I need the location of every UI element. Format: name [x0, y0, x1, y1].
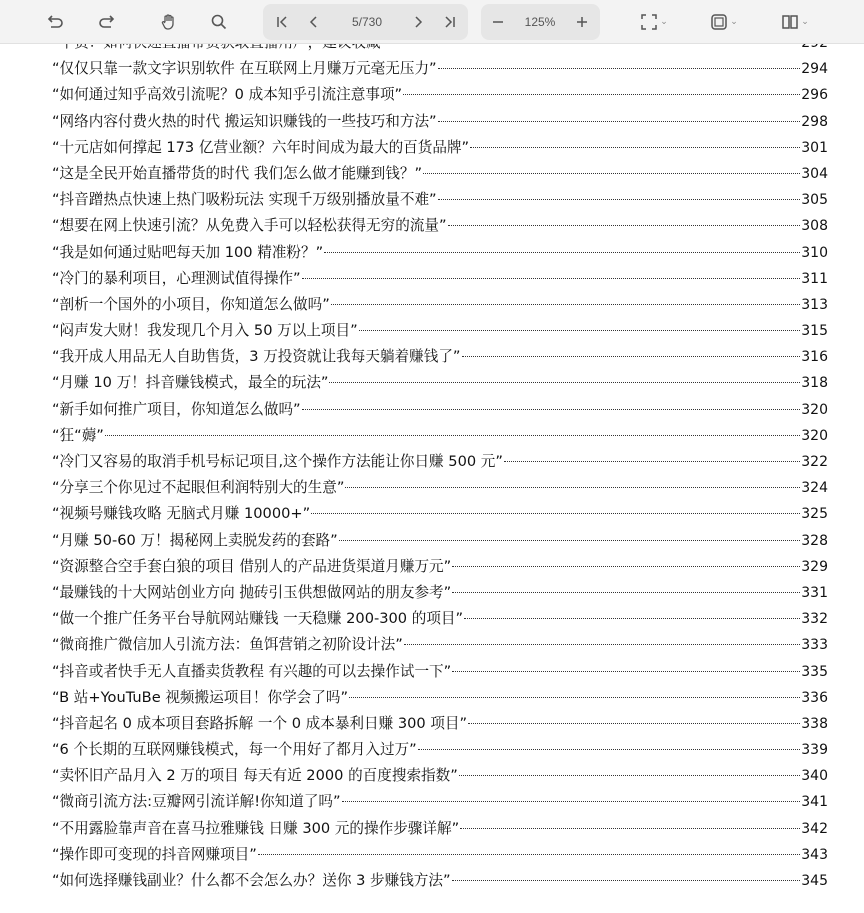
- toc-page-number: 336: [801, 689, 828, 706]
- next-page-icon[interactable]: [404, 6, 432, 38]
- toc-entry[interactable]: [52, 187, 828, 213]
- toc-page-number: 294: [801, 61, 828, 78]
- toc-entry[interactable]: [52, 82, 828, 108]
- toc-entry[interactable]: [52, 659, 828, 685]
- toc-title: “如何选择赚钱副业？什么都不会怎么办？送你 3 步赚钱方法”: [52, 872, 451, 889]
- toc-title: “6 个长期的互联网赚钱模式，每一个用好了都月入过万”: [52, 741, 417, 759]
- toc-leader: [258, 853, 800, 855]
- toc-page-number: 342: [801, 820, 828, 837]
- toc-entry[interactable]: [52, 397, 828, 423]
- toc-leader: [460, 827, 800, 829]
- toc-page-number: 311: [801, 270, 828, 287]
- toc-title: “我是如何通过贴吧每天加 100 精准粉？”: [52, 243, 324, 261]
- toc-leader: [438, 198, 801, 200]
- toc-page-number: 310: [801, 244, 828, 261]
- toc-leader: [504, 460, 800, 462]
- toc-page-number: 313: [801, 296, 828, 313]
- toc-entry[interactable]: [52, 842, 828, 868]
- toc-leader: [329, 381, 800, 383]
- toc-title: “B 站+YouTuBe 视频搬运项目！你学会了吗”: [52, 688, 349, 706]
- toc-entry[interactable]: [52, 318, 828, 344]
- toc-title: “资源整合空手套白狼的项目 借别人的产品进货渠道月赚万元”: [52, 557, 452, 575]
- toc-title: “剖析一个国外的小项目，你知道怎么做吗”: [52, 295, 330, 313]
- toc-title: “不用露脸靠声音在喜马拉雅赚钱 日赚 300 元的操作步骤详解”: [52, 819, 460, 837]
- toc-leader: [448, 224, 801, 226]
- toc-page-number: 331: [801, 584, 828, 601]
- toc-entry[interactable]: [52, 868, 828, 894]
- toc-page-number: 335: [801, 663, 828, 680]
- toc-leader: [438, 120, 801, 122]
- toc-title: “操作即可变现的抖音网赚项目”: [52, 845, 257, 863]
- toc-leader: [331, 303, 800, 305]
- toc-title: “想要在网上快速引流？从免费入手可以轻松获得无穷的流量”: [52, 217, 447, 235]
- toc-title: “如何通过知乎高效引流呢？0 成本知乎引流注意事项”: [52, 86, 403, 104]
- toc-leader: [452, 591, 800, 593]
- toc-page-number: 345: [801, 873, 828, 889]
- toc-leader: [302, 277, 801, 279]
- toc-leader: [105, 434, 800, 436]
- toc-page-number: 322: [801, 454, 828, 470]
- zoom-in-icon[interactable]: [568, 6, 596, 38]
- toc-title: “这是全民开始直播带货的时代 我们怎么做才能赚到钱？”: [52, 164, 423, 182]
- toc-title: “视频号赚钱攻略 无脑式月赚 10000+”: [52, 505, 311, 523]
- search-icon[interactable]: [204, 6, 234, 38]
- toc-page-number: 328: [801, 532, 828, 549]
- toc-leader: [339, 539, 801, 541]
- toc-page-number: 305: [801, 192, 828, 209]
- toc-title: “做一个推广任务平台导航网站赚钱 一天稳赚 200-300 的项目”: [52, 610, 464, 628]
- toc-title: “我开成人用品无人自助售货，3 万投资就让我每天躺着赚钱了”: [52, 348, 461, 366]
- toc-leader: [452, 670, 800, 672]
- toc-leader: [349, 696, 800, 698]
- toc-entry[interactable]: [52, 370, 828, 396]
- toc-page-number: 324: [801, 480, 828, 497]
- toc-leader: [311, 512, 800, 514]
- toc-entry[interactable]: [52, 632, 828, 658]
- toc-page-number: 329: [801, 558, 828, 575]
- toc-title: “分享三个你见过不起眼但利润特别大的生意”: [52, 479, 345, 497]
- toc-page-number: 338: [801, 715, 828, 732]
- fit-page-icon[interactable]: [704, 6, 744, 38]
- toc-title: “月赚 50-60 万！揭秘网上卖脱发药的套路”: [52, 531, 338, 549]
- table-of-contents: [52, 30, 828, 894]
- toc-title: “微商引流方法:豆瓣网引流详解!你知道了吗”: [52, 793, 341, 811]
- toc-entry[interactable]: [52, 240, 828, 266]
- toc-leader: [403, 93, 800, 95]
- toc-title: “闷声发大财！我发现几个月入 50 万以上项目”: [52, 322, 358, 340]
- toc-title: “新手如何推广项目，你知道怎么做吗”: [52, 400, 301, 418]
- pdf-toolbar: [0, 0, 864, 44]
- toc-leader: [359, 329, 801, 331]
- toc-entry[interactable]: [52, 475, 828, 501]
- toc-page-number: 320: [801, 401, 828, 418]
- toc-page-number: 315: [801, 323, 828, 340]
- toc-entry[interactable]: [52, 606, 828, 632]
- toc-page-number: 320: [801, 427, 828, 444]
- toc-title: “狂“薅”: [52, 426, 104, 444]
- hand-icon[interactable]: [154, 6, 184, 38]
- toc-page-number: 301: [801, 139, 828, 156]
- fit-icon[interactable]: [634, 6, 674, 38]
- toc-entry[interactable]: [52, 685, 828, 711]
- toc-title: “抖音或者快手无人直播卖货教程 有兴趣的可以去操作试一下”: [52, 662, 452, 680]
- document-page: [0, 44, 864, 913]
- toc-leader: [464, 617, 800, 619]
- chevron-down-icon: ⌄: [801, 17, 809, 27]
- toc-entry[interactable]: [52, 109, 828, 135]
- toc-page-number: 343: [801, 846, 828, 863]
- toc-leader: [342, 800, 801, 802]
- toc-title: “冷门的暴利项目，心理测试值得操作”: [52, 269, 301, 287]
- toc-title: “卖怀旧产品月入 2 万的项目 每天有近 2000 的百度搜索指数”: [52, 767, 458, 785]
- toc-title: “仅仅只靠一款文字识别软件 在互联网上月赚万元毫无压力”: [52, 60, 437, 78]
- toc-leader: [404, 643, 800, 645]
- toc-entry[interactable]: [52, 816, 828, 842]
- toc-page-number: 318: [801, 375, 828, 392]
- toc-title: “微商推广微信加人引流方法：鱼饵营销之初阶设计法”: [52, 636, 403, 654]
- toc-page-number: 341: [801, 794, 828, 811]
- toc-page-number: 316: [801, 349, 828, 366]
- two-page-icon[interactable]: [774, 6, 816, 38]
- toc-leader: [452, 565, 800, 567]
- toc-page-number: 332: [801, 611, 828, 628]
- toc-title: “十元店如何撑起 173 亿营业额？六年时间成为最大的百货品牌”: [52, 138, 470, 156]
- toc-entry[interactable]: [52, 423, 828, 449]
- toc-leader: [324, 251, 800, 253]
- toc-page-number: 333: [801, 637, 828, 654]
- toc-entry[interactable]: [52, 161, 828, 187]
- toc-page-number: 308: [801, 218, 828, 235]
- toc-page-number: 298: [801, 113, 828, 130]
- toc-entry[interactable]: [52, 266, 828, 292]
- toc-entry[interactable]: [52, 711, 828, 737]
- toc-title: “抖音蹭热点快速上热门吸粉玩法 实现千万级别播放量不难”: [52, 191, 437, 209]
- toc-title: “月赚 10 万！抖音赚钱模式，最全的玩法”: [52, 374, 329, 392]
- toc-page-number: 325: [801, 506, 828, 523]
- toc-entry[interactable]: [52, 737, 828, 763]
- redo-icon[interactable]: [92, 6, 122, 38]
- toc-entry[interactable]: [52, 763, 828, 789]
- prev-page-icon[interactable]: [300, 6, 328, 38]
- toc-entry[interactable]: [52, 135, 828, 161]
- page-number-input[interactable]: 5/730: [351, 15, 383, 29]
- toc-title: “网络内容付费火热的时代 搬运知识赚钱的一些技巧和方法”: [52, 112, 437, 130]
- toc-entry[interactable]: [52, 449, 828, 475]
- zoom-out-icon[interactable]: [484, 6, 512, 38]
- toc-entry[interactable]: [52, 344, 828, 370]
- toc-leader: [452, 879, 801, 881]
- toc-entry[interactable]: [52, 213, 828, 239]
- toc-leader: [345, 486, 800, 488]
- first-page-icon[interactable]: [268, 6, 296, 38]
- toc-entry[interactable]: [52, 292, 828, 318]
- toc-entry[interactable]: [52, 580, 828, 606]
- chevron-down-icon: ⌄: [660, 17, 668, 27]
- toc-page-number: 340: [801, 768, 828, 785]
- toc-page-number: 339: [801, 742, 828, 759]
- toc-title: “最赚钱的十大网站创业方向 抛砖引玉供想做网站的朋友参考”: [52, 583, 452, 601]
- zoom-level[interactable]: 125%: [524, 15, 556, 29]
- toc-title: “抖音起名 0 成本项目套路拆解 一个 0 成本暴利日赚 300 项目”: [52, 714, 468, 732]
- toc-entry[interactable]: [52, 528, 828, 554]
- toc-leader: [459, 774, 800, 776]
- toc-leader: [302, 408, 801, 410]
- toc-entry[interactable]: [52, 501, 828, 527]
- chevron-down-icon: ⌄: [730, 17, 738, 27]
- last-page-icon[interactable]: [436, 6, 464, 38]
- toc-leader: [423, 172, 800, 174]
- toc-leader: [470, 146, 800, 148]
- toc-entry[interactable]: [52, 554, 828, 580]
- toc-page-number: 304: [801, 165, 828, 182]
- toc-leader: [462, 355, 801, 357]
- undo-icon[interactable]: [40, 6, 70, 38]
- toc-entry[interactable]: [52, 56, 828, 82]
- toc-page-number: 296: [801, 87, 828, 104]
- toc-entry[interactable]: [52, 789, 828, 815]
- toc-leader: [438, 67, 801, 69]
- toc-title: “冷门又容易的取消手机号标记项目,这个操作方法能让你日赚 500 元”: [52, 453, 503, 470]
- toc-leader: [468, 722, 800, 724]
- toc-leader: [418, 748, 801, 750]
